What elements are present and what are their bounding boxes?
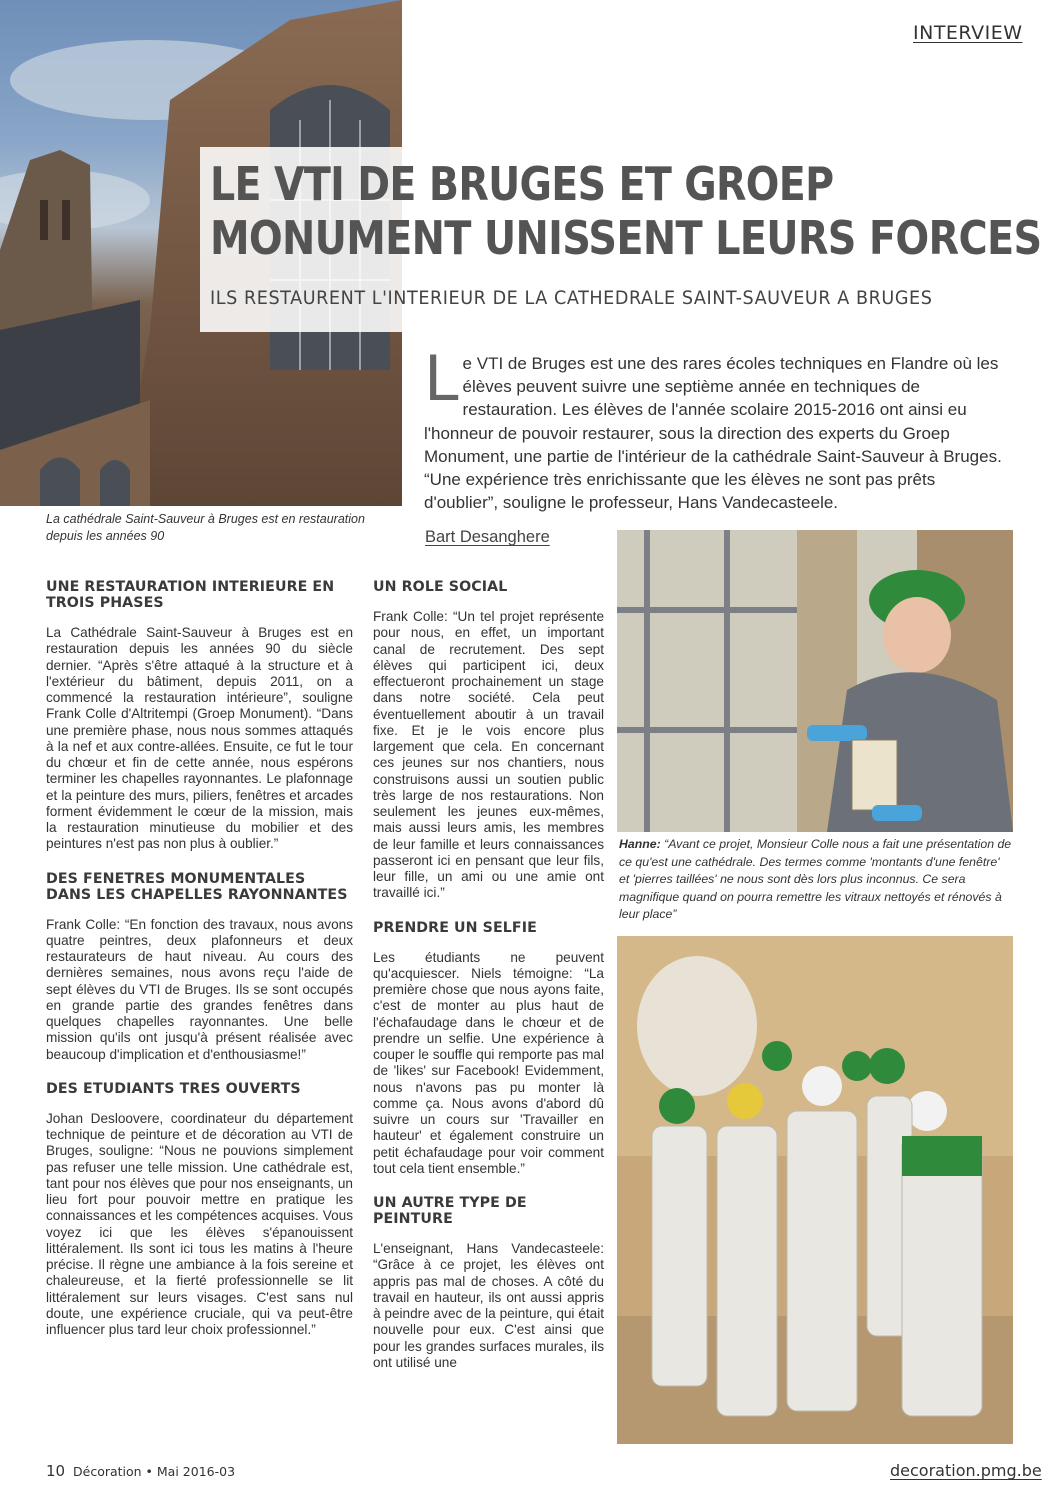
- subheadline: ILS RESTAURENT L'INTERIEUR DE LA CATHEDRALE SAINT-SAUVEUR A BRUGES: [210, 288, 933, 309]
- section-heading: PRENDRE UN SELFIE: [373, 919, 537, 936]
- headline-line-2: MONUMENT UNISSENT LEURS FORCES: [210, 211, 1042, 265]
- section-body: Frank Colle: “En fonction des travaux, nous avons quatre peintres, deux plafonneurs et deux restaurateurs de haut niveau. Au cours des dernières semaines, nous avons reçu l'aide de sept élèves du VTI de Bruges. Ils se sont occupés en grande partie des grandes fenêtres dans quelques chapelles rayonnantes. Une belle mission qu'ils ont jusqu'à présent réalisée avec beaucoup d'implication et d'enthousiasme!”: [46, 916, 353, 1062]
- team-photo: [617, 936, 1013, 1444]
- intro-text: e VTI de Bruges est une des rares écoles techniques en Flandre où les élèves peuvent suivre une septième année en techniques de restauration. Les élèves de l'année scolaire 2015-2016 ont ainsi eu l'honneur de pouvoir restaurer, sous la direction des experts du Groep Monument, une partie de l'intérieur de la cathédrale Saint-Sauveur à Bruges. “Une expérience très enrichissante que les élèves ne sont pas prêts d'oublier”, souligne le professeur, Hans Vandecasteele.: [424, 354, 1002, 513]
- section-body: L'enseignant, Hans Vandecasteele: “Grâce à ce projet, les élèves ont appris pas mal de choses. A côté du travail en hauteur, ils ont aussi appris à peindre avec de la peinture, qui était nouvelle pour eux. C'est ainsi que pour les grandes surfaces murales, ils ont utilisé une: [373, 1241, 604, 1370]
- section-heading: UN AUTRE TYPE DE PEINTURE: [373, 1195, 527, 1227]
- drop-cap: L: [424, 342, 459, 415]
- section-heading: UN ROLE SOCIAL: [373, 579, 508, 595]
- cathedral-caption: La cathédrale Saint-Sauveur à Bruges est en restauration depuis les années 90: [46, 512, 365, 543]
- section-body: Les étudiants ne peuvent qu'acquiescer. Niels témoigne: “La première chose que nous ayons faite, c'est de monter au plus haut de l'échafaudage dans le chœur et de prendre un selfie. Une expérience à couper le souffle qui remporte pas mal de 'likes' sur Facebook! Evidemment, nous n'avons pas pu monter là comme ça. Nous avons d'abord dû suivre un cours sur 'Travailler en hauteur' et également construire un petit échafaudage pour voir comment tout cela tient ensemble.”: [373, 949, 604, 1176]
- page-number: 10: [46, 1462, 66, 1480]
- author-byline: Bart Desanghere: [425, 528, 550, 546]
- section-heading: DES FENETRES MONUMENTALES DANS LES CHAPELLES RAYONNANTES: [46, 870, 348, 903]
- student-painting-illustration: [617, 530, 1013, 832]
- section-heading: UNE RESTAURATION INTERIEURE EN TROIS PHASES: [46, 579, 335, 611]
- intro-paragraph: [424, 342, 1014, 514]
- headline-line-1: LE VTI DE BRUGES ET GROEP: [210, 157, 834, 211]
- article-column-left: [46, 579, 353, 1356]
- photo-caption: [619, 836, 1013, 924]
- student-painting-photo: [617, 530, 1013, 832]
- section-body: Johan Desloovere, coordinateur du département technique de peinture et de décoration au VTI de Bruges, souligne: “Nous ne pouvions simplement pas refuser une telle mission. Une cathédrale est, tant pour nos élèves que pour nos enseignants, un lieu fort pour pouvoir mettre en pratique les connaissances et les compétences acquises. Vous voyez ici que les élèves s'épanouissent littéralement. Ils sont ici tous les matins à l'heure précise. Il règne une ambiance à la fois sereine et chaleureuse, et la fierté professionnelle se lit littéralement sur leurs visages. C'est sans nul doute, une expérience cruciale, qui va peut-être influencer plus tard leur choix professionnel.”: [46, 1110, 353, 1337]
- caption-speaker: Hanne:: [619, 837, 661, 851]
- section-heading: DES ETUDIANTS TRES OUVERTS: [46, 1080, 301, 1097]
- section-body: La Cathédrale Saint-Sauveur à Bruges est en restauration depuis les années 90 du siècle dernier. “Après s'être attaqué à la structure et à l'extérieur du bâtiment, depuis 2011, on a commencé la restauration intérieure”, souligne Frank Colle d'Altritempi (Groep Monument). “Dans une première phase, nous nous sommes attaqués à la nef et aux contre-allées. Ensuite, ce fut le tour du chœur et fin de cette année, nous espérons terminer les chapelles rayonnantes. Le plafonnage et la peinture des murs, piliers, fenêtres et arcades forment évidemment le cœur de la mission, mais la restauration minutieuse du mobilier et des peintures n'est pas non plus à oublier.”: [46, 625, 353, 852]
- caption-text: “Avant ce projet, Monsieur Colle nous a fait une présentation de ce qu'est une cathédrale. Des termes comme 'montants d'une fenêtre' et 'pierres taillées' ne nous sont dès lors plus inconnus. Ce sera magnifique quand on pourra remettre les vitraux nettoyés et rénovés à leur place”: [619, 837, 1012, 921]
- section-label: INTERVIEW: [913, 22, 1023, 44]
- website-link[interactable]: decoration.pmg.be: [890, 1461, 1042, 1480]
- article-column-middle: [373, 579, 604, 1389]
- section-body: Frank Colle: “Un tel projet représente pour nous, en effet, un important canal de recrutement. Des sept élèves qui participent ici, deux effectueront prochainement un stage dans notre société. Cela peut éventuellement aboutir à un travail fixe. Et je le vois encore plus largement que cela. En concernant ces jeunes sur nos chantiers, nous construisons aussi un soutien public très large de nos restaurations. Non seulement les jeunes eux-mêmes, mais aussi leurs amis, les membres de leur famille et leurs connaissances passeront ici en pensant que leur fils, leur fille, un ami ou une amie ont travaillé ici.”: [373, 609, 604, 901]
- magazine-issue: Décoration • Mai 2016-03: [73, 1464, 236, 1479]
- team-illustration: [617, 936, 1013, 1444]
